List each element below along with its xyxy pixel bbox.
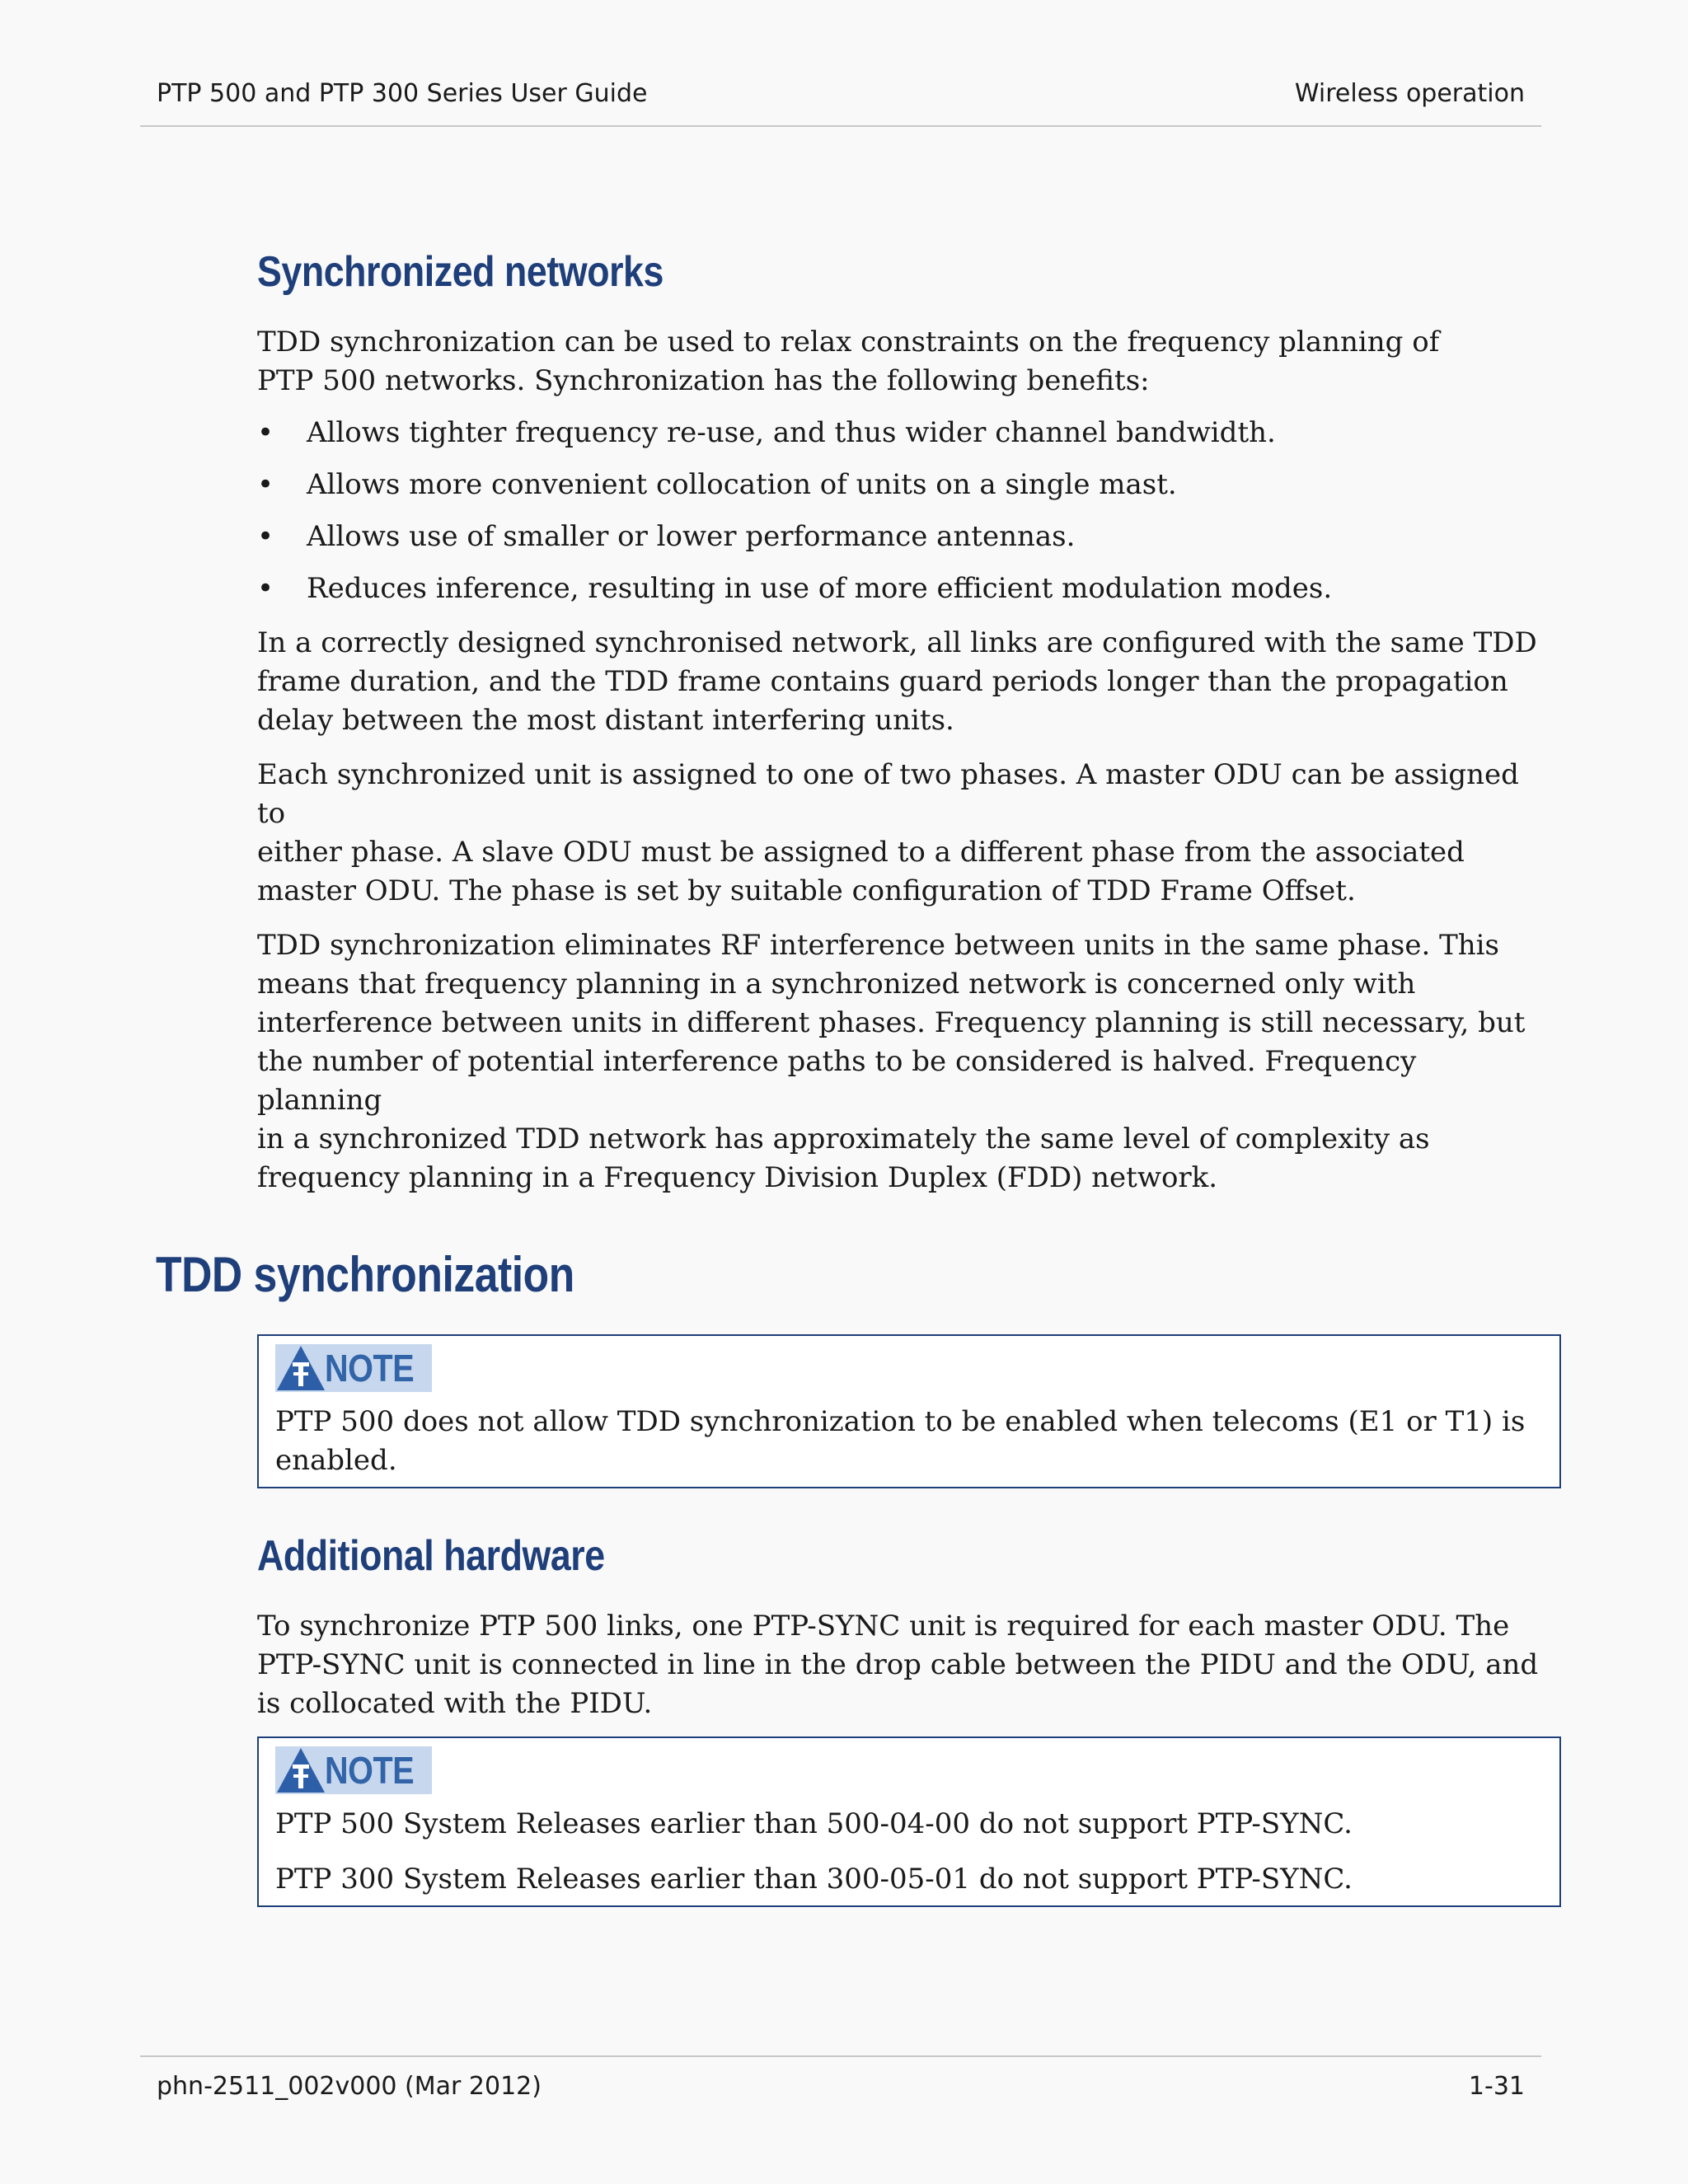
text-line: master ODU. The phase is set by suitable configuration of TDD Frame Offset. bbox=[257, 874, 1356, 907]
text-line: frame duration, and the TDD frame contains guard periods longer than the propagation bbox=[257, 665, 1508, 698]
footer-document-id: phn-2511_002v000 (Mar 2012) bbox=[157, 2072, 542, 2101]
list-item: • Allows more convenient collocation of units on a single mast. bbox=[257, 466, 1543, 504]
footer-rule bbox=[140, 2055, 1541, 2057]
text-line: interference between units in different phases. Frequency planning is still necessary, but bbox=[257, 1006, 1526, 1039]
text-line: means that frequency planning in a synchronized network is concerned only with bbox=[257, 968, 1416, 1001]
page-content bbox=[156, 247, 1543, 1907]
text-line: Each synchronized unit is assigned to one of two phases. A master ODU can be assigned to bbox=[257, 758, 1519, 830]
text-line: PTP 500 does not allow TDD synchronization to be enabled when telecoms (E1 or T1) is bbox=[275, 1405, 1526, 1438]
text-line: In a correctly designed synchronised network, all links are configured with the same TDD bbox=[257, 626, 1537, 659]
sync-intro-line: TDD synchronization can be used to relax constraints on the frequency planning of bbox=[257, 326, 1440, 359]
heading-tdd-synchronization: TDD synchronization bbox=[156, 1247, 574, 1302]
paragraph-ptp-sync bbox=[257, 1607, 1543, 1723]
footer-page-number: 1-31 bbox=[1468, 2072, 1525, 2101]
note-text-500: PTP 500 System Releases earlier than 500-04-00 do not support PTP-SYNC. bbox=[275, 1807, 1353, 1840]
sync-intro-paragraph bbox=[257, 323, 1543, 401]
paragraph-guard-periods bbox=[257, 624, 1543, 740]
text-line: delay between the most distant interfering units. bbox=[257, 704, 954, 737]
text-line: frequency planning in a Frequency Division Duplex (FDD) network. bbox=[257, 1161, 1218, 1194]
note-label bbox=[275, 1746, 432, 1794]
note-text-300: PTP 300 System Releases earlier than 300-05-01 do not support PTP-SYNC. bbox=[275, 1863, 1353, 1896]
header-rule bbox=[140, 125, 1541, 127]
text-line: in a synchronized TDD network has approximately the same level of complexity as bbox=[257, 1122, 1430, 1155]
text-line: To synchronize PTP 500 links, one PTP-SYNC unit is required for each master ODU. The bbox=[257, 1610, 1510, 1643]
benefits-list bbox=[257, 414, 1543, 608]
heading-synchronized-networks: Synchronized networks bbox=[257, 248, 663, 296]
text-line: either phase. A slave ODU must be assigned to a different phase from the associated bbox=[257, 836, 1465, 869]
header-section-title: Wireless operation bbox=[1294, 79, 1525, 108]
sync-intro-line: PTP 500 networks. Synchronization has the following benefits: bbox=[257, 364, 1150, 397]
warning-triangle-icon bbox=[275, 1746, 326, 1794]
header-guide-title: PTP 500 and PTP 300 Series User Guide bbox=[157, 79, 648, 108]
text-line: TDD synchronization eliminates RF interference between units in the same phase. This bbox=[257, 929, 1499, 962]
paragraph-interference bbox=[257, 926, 1543, 1197]
note-label bbox=[275, 1344, 432, 1392]
warning-triangle-icon bbox=[275, 1344, 326, 1392]
note-box-telecoms bbox=[257, 1334, 1561, 1488]
paragraph-phases bbox=[257, 756, 1543, 911]
note-label-text: NOTE bbox=[325, 1347, 415, 1390]
text-line: is collocated with the PIDU. bbox=[257, 1687, 653, 1720]
text-line: enabled. bbox=[275, 1444, 397, 1477]
heading-additional-hardware: Additional hardware bbox=[257, 1532, 605, 1580]
note-label-text: NOTE bbox=[325, 1749, 415, 1792]
note-text bbox=[275, 1403, 1543, 1480]
list-item: • Reduces inference, resulting in use of more efficient modulation modes. bbox=[257, 569, 1543, 608]
text-line: the number of potential interference paths to be considered is halved. Frequency planning bbox=[257, 1045, 1417, 1117]
note-box-releases bbox=[257, 1736, 1561, 1907]
list-item: • Allows use of smaller or lower performance antennas. bbox=[257, 518, 1543, 556]
list-item: • Allows tighter frequency re-use, and thus wider channel bandwidth. bbox=[257, 414, 1543, 452]
text-line: PTP-SYNC unit is connected in line in the drop cable between the PIDU and the ODU, and bbox=[257, 1648, 1539, 1681]
